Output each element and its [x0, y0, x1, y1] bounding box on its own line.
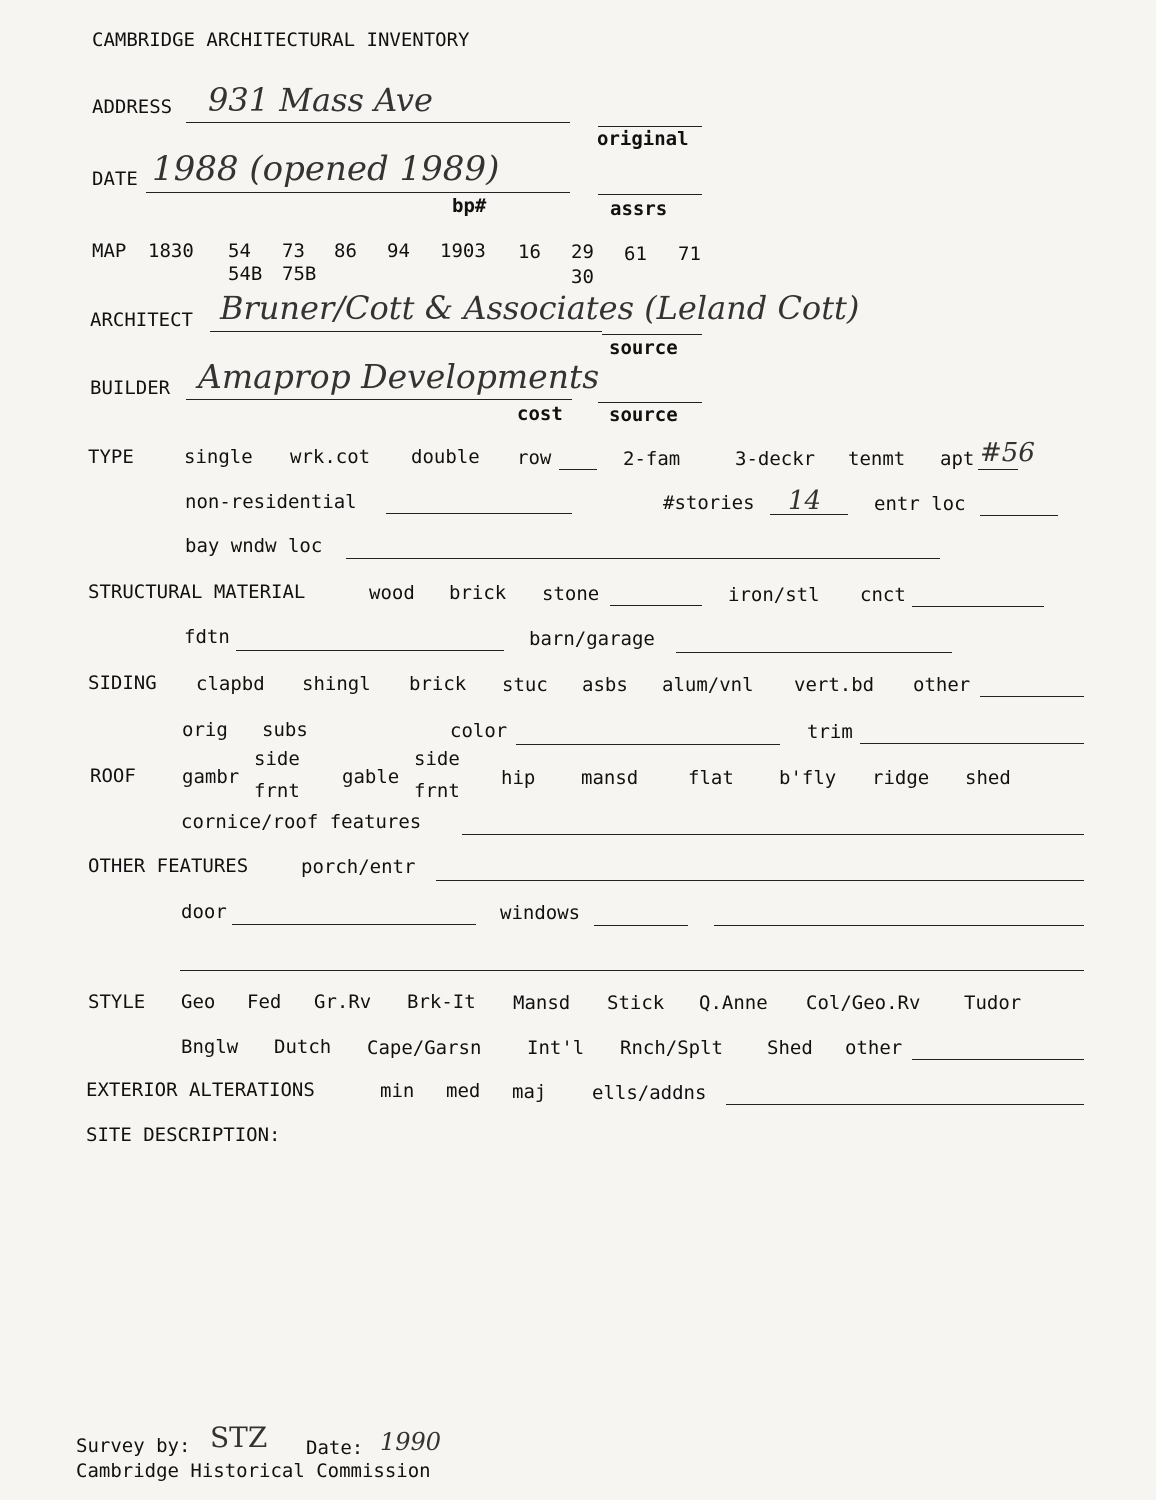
- gable-front: frnt: [414, 780, 460, 802]
- fdtn-label: fdtn: [184, 626, 230, 648]
- type-option: 2-fam: [623, 448, 681, 470]
- map-year: 1903: [440, 240, 486, 262]
- porch-entr-line: [436, 880, 1084, 881]
- builder-cost-label: cost: [517, 403, 563, 425]
- roof-option: b'fly: [779, 767, 837, 789]
- alteration-option: maj: [512, 1081, 547, 1103]
- assrs-label: assrs: [610, 198, 668, 220]
- form-title: CAMBRIDGE ARCHITECTURAL INVENTORY: [92, 29, 470, 51]
- subs-label: subs: [262, 719, 308, 741]
- builder-source-label: source: [609, 404, 678, 426]
- map-year: 86: [334, 240, 357, 262]
- entr-loc-label: entr loc: [874, 493, 966, 515]
- structural-label: STRUCTURAL MATERIAL: [88, 581, 306, 603]
- map-year: 73: [282, 240, 305, 262]
- survey-by-label: Survey by:: [76, 1435, 191, 1457]
- stone-line: [610, 605, 702, 606]
- address-value: 931 Mass Ave: [208, 81, 433, 119]
- style-option: Mansd: [513, 992, 571, 1014]
- structural-option: brick: [449, 582, 507, 604]
- style-option: Shed: [767, 1037, 813, 1059]
- architect-value: Bruner/Cott & Associates (Leland Cott): [220, 289, 860, 327]
- map-year: 94: [387, 240, 410, 262]
- stories-label: #stories: [663, 492, 755, 514]
- trim-line: [860, 743, 1084, 744]
- style-option: other: [845, 1037, 903, 1059]
- assrs-line: [598, 194, 702, 195]
- type-option: tenmt: [848, 448, 906, 470]
- survey-date-value: 1990: [380, 1428, 442, 1456]
- gable-side: side: [414, 748, 460, 770]
- original-label: original: [597, 128, 689, 150]
- style-option: Cape/Garsn: [367, 1037, 482, 1059]
- style-option: Stick: [607, 992, 665, 1014]
- siding-option: alum/vnl: [662, 674, 754, 696]
- door-line: [232, 924, 476, 925]
- ells-addns-label: ells/addns: [592, 1082, 707, 1104]
- bp-label: bp#: [452, 195, 487, 217]
- structural-option: iron/stl: [728, 584, 820, 606]
- type-option: row: [517, 447, 552, 469]
- color-line: [516, 744, 780, 745]
- map-year: 1830: [148, 240, 194, 262]
- map-year: 71: [678, 243, 701, 265]
- structural-option: stone: [542, 583, 600, 605]
- map-year: 61: [624, 243, 647, 265]
- apt-value: #56: [980, 438, 1035, 468]
- survey-by-value: STZ: [210, 1421, 268, 1454]
- style-option: Rnch/Splt: [620, 1037, 723, 1059]
- architect-source-line: [602, 334, 702, 335]
- siding-option: vert.bd: [794, 674, 875, 696]
- fdtn-line: [236, 650, 504, 651]
- windows-line: [594, 925, 688, 926]
- stories-value: 14: [788, 486, 822, 516]
- date-line: [146, 192, 570, 193]
- siding-option: asbs: [582, 674, 628, 696]
- date-value: 1988 (opened 1989): [152, 149, 500, 189]
- entr-loc-line: [980, 515, 1058, 516]
- map-sub-year: 75B: [282, 263, 317, 285]
- type-option: double: [411, 446, 480, 468]
- survey-date-label: Date:: [306, 1437, 364, 1459]
- door-label: door: [181, 901, 227, 923]
- structural-option: wood: [369, 582, 415, 604]
- cornice-label: cornice/roof features: [181, 811, 422, 833]
- cnct-line: [912, 606, 1044, 607]
- roof-option: shed: [965, 767, 1011, 789]
- roof-option: ridge: [872, 767, 930, 789]
- builder-line: [186, 399, 572, 400]
- other-features-label: OTHER FEATURES: [88, 855, 249, 877]
- original-line: [598, 126, 702, 127]
- alteration-option: med: [446, 1080, 481, 1102]
- row-line: [559, 469, 597, 470]
- type-option: 3-deckr: [735, 448, 816, 470]
- architect-source-label: source: [609, 337, 678, 359]
- style-option: Q.Anne: [699, 992, 768, 1014]
- architect-label: ARCHITECT: [90, 309, 193, 331]
- gambrel-side: side: [254, 748, 300, 770]
- date-label: DATE: [92, 168, 138, 190]
- roof-option: mansd: [581, 767, 639, 789]
- map-sub-year: 30: [571, 266, 594, 288]
- roof-option: flat: [688, 767, 734, 789]
- style-option: Fed: [247, 991, 282, 1013]
- type-label: TYPE: [88, 446, 134, 468]
- nonres-line: [386, 513, 572, 514]
- siding-option: stuc: [502, 674, 548, 696]
- siding-option: brick: [409, 673, 467, 695]
- site-description-label: SITE DESCRIPTION:: [86, 1124, 281, 1146]
- commission-name: Cambridge Historical Commission: [76, 1460, 431, 1482]
- roof-gable: gable: [342, 766, 400, 788]
- type-option: apt: [940, 448, 975, 470]
- map-year: 29: [571, 241, 594, 263]
- style-option: Int'l: [527, 1037, 585, 1059]
- roof-option: hip: [501, 767, 536, 789]
- style-option: Col/Geo.Rv: [806, 992, 921, 1014]
- style-option: Tudor: [964, 992, 1022, 1014]
- address-label: ADDRESS: [92, 96, 173, 118]
- alteration-option: min: [380, 1080, 415, 1102]
- alterations-label: EXTERIOR ALTERATIONS: [86, 1079, 315, 1101]
- stories-line: [770, 514, 848, 515]
- other-features-extra-line: [180, 970, 1084, 971]
- style-label: STYLE: [88, 991, 146, 1013]
- builder-label: BUILDER: [90, 377, 171, 399]
- bay-window-line: [346, 558, 940, 559]
- builder-source-line: [598, 402, 702, 403]
- siding-other-line: [980, 696, 1084, 697]
- siding-label: SIDING: [88, 672, 157, 694]
- porch-entr-label: porch/entr: [301, 856, 416, 878]
- map-sub-year: 54B: [228, 263, 263, 285]
- nonres-label: non-residential: [185, 491, 357, 513]
- trim-label: trim: [807, 721, 853, 743]
- architect-line: [210, 331, 602, 332]
- structural-option: cnct: [860, 584, 906, 606]
- windows-line-2: [714, 925, 1084, 926]
- barn-garage-label: barn/garage: [529, 628, 655, 650]
- windows-label: windows: [500, 902, 581, 924]
- map-label: MAP: [92, 240, 127, 262]
- type-option: single: [184, 446, 253, 468]
- roof-label: ROOF: [90, 765, 136, 787]
- style-option: Brk-It: [407, 991, 476, 1013]
- style-option: Geo: [181, 991, 216, 1013]
- ells-addns-line: [726, 1104, 1084, 1105]
- siding-option: clapbd: [196, 673, 265, 695]
- cornice-line: [462, 834, 1084, 835]
- style-option: Gr.Rv: [314, 991, 372, 1013]
- siding-option: shingl: [302, 673, 371, 695]
- style-option: Dutch: [274, 1036, 332, 1058]
- apt-line: [978, 469, 1018, 470]
- address-line: [186, 122, 570, 123]
- siding-option: other: [913, 674, 971, 696]
- roof-gambrel: gambr: [182, 766, 240, 788]
- type-option: wrk.cot: [290, 446, 371, 468]
- barn-garage-line: [676, 652, 952, 653]
- orig-label: orig: [182, 719, 228, 741]
- builder-value: Amaprop Developments: [198, 357, 600, 396]
- color-label: color: [450, 720, 508, 742]
- style-other-line: [912, 1059, 1084, 1060]
- gambrel-front: frnt: [254, 780, 300, 802]
- map-year: 16: [518, 241, 541, 263]
- map-year: 54: [228, 240, 251, 262]
- bay-window-label: bay wndw loc: [185, 535, 323, 557]
- style-option: Bnglw: [181, 1036, 239, 1058]
